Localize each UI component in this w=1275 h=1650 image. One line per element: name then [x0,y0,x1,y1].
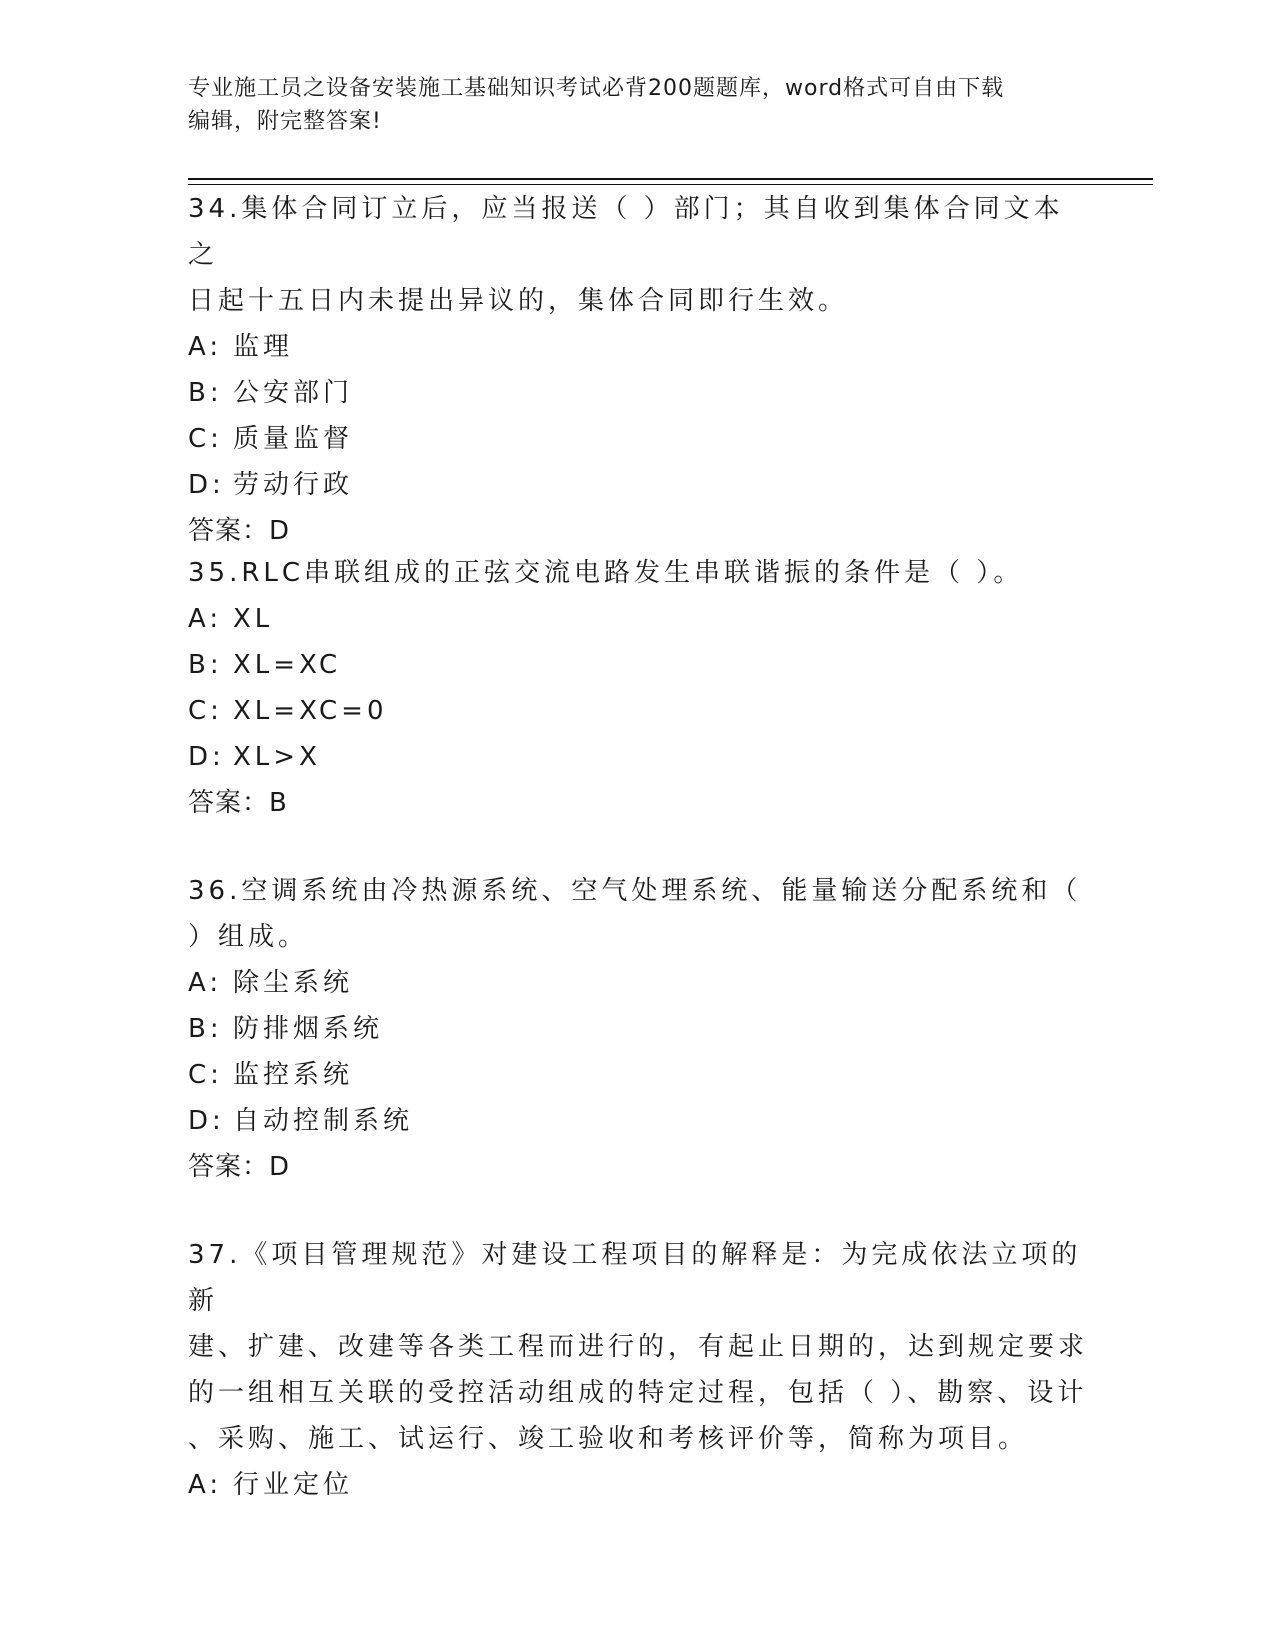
option-key: D: [188,470,225,500]
question-35-option-d [188,734,1088,780]
option-text: 自动控制系统 [233,1106,414,1136]
option-text: 防排烟系统 [233,1014,384,1044]
option-key: A: [188,332,223,362]
question-35-answer: 答案：B [188,788,288,818]
question-37-line-1: 37.《项目管理规范》对建设工程项目的解释是：为完成依法立项的新 [188,1240,1082,1316]
question-36-option-d [188,1098,1088,1144]
option-text: 质量监督 [233,424,354,454]
option-text: 劳动行政 [233,470,354,500]
question-35-option-b [188,642,1088,688]
header-rule-thick [188,178,1153,180]
header-line-1: 专业施工员之设备安装施工基础知识考试必背200题题库，word格式可自由下载 [188,76,1005,101]
option-text: 监理 [233,332,294,362]
option-text: 行业定位 [233,1470,354,1500]
question-36-answer: 答案：D [188,1152,291,1182]
option-key: B: [188,650,223,680]
header-rule-thin [188,184,1153,185]
question-37 [188,1232,1088,1508]
question-36-option-a [188,960,1088,1006]
question-34-option-d [188,462,1088,508]
question-36-line-1: 36.空调系统由冷热源系统、空气处理系统、能量输送分配系统和（ [188,876,1082,906]
question-36-option-c [188,1052,1088,1098]
question-34 [188,186,1088,554]
question-37-line-4: 、采购、施工、试运行、竣工验收和考核评价等，简称为项目。 [188,1424,1029,1454]
question-34-option-a [188,324,1088,370]
option-text: 监控系统 [233,1060,354,1090]
question-34-line-2: 日起十五日内未提出异议的，集体合同即行生效。 [188,286,849,316]
question-34-answer: 答案：D [188,516,291,546]
option-text: 公安部门 [233,378,354,408]
option-text: XL=XC=0 [233,696,388,726]
question-35-option-a [188,596,1088,642]
question-36-option-b [188,1006,1088,1052]
question-37-option-a [188,1462,1088,1508]
question-35-line-1: 35.RLC串联组成的正弦交流电路发生串联谐振的条件是（ ）。 [188,558,1024,588]
option-key: D: [188,742,225,772]
question-34-option-b [188,370,1088,416]
option-key: A: [188,604,223,634]
header-line-2: 编辑，附完整答案! [188,109,382,134]
option-text: XL>X [233,742,321,772]
option-text: XL=XC [233,650,342,680]
option-key: C: [188,696,223,726]
option-key: C: [188,1060,223,1090]
option-text: XL [233,604,274,634]
question-37-line-2: 建、扩建、改建等各类工程而进行的，有起止日期的，达到规定要求 [188,1332,1089,1362]
option-text: 除尘系统 [233,968,354,998]
option-key: B: [188,1014,223,1044]
question-36-line-2: ）组成。 [188,922,309,952]
option-key: A: [188,968,223,998]
question-35 [188,550,1088,826]
question-34-option-c [188,416,1088,462]
question-35-option-c [188,688,1088,734]
document-header [188,72,1088,138]
question-36 [188,868,1088,1190]
option-key: A: [188,1470,223,1500]
option-key: C: [188,424,223,454]
option-key: D: [188,1106,225,1136]
question-34-line-1: 34.集体合同订立后，应当报送（ ）部门；其自收到集体合同文本之 [188,194,1064,270]
option-key: B: [188,378,223,408]
question-37-line-3: 的一组相互关联的受控活动组成的特定过程，包括（ ）、勘察、设计 [188,1378,1088,1408]
